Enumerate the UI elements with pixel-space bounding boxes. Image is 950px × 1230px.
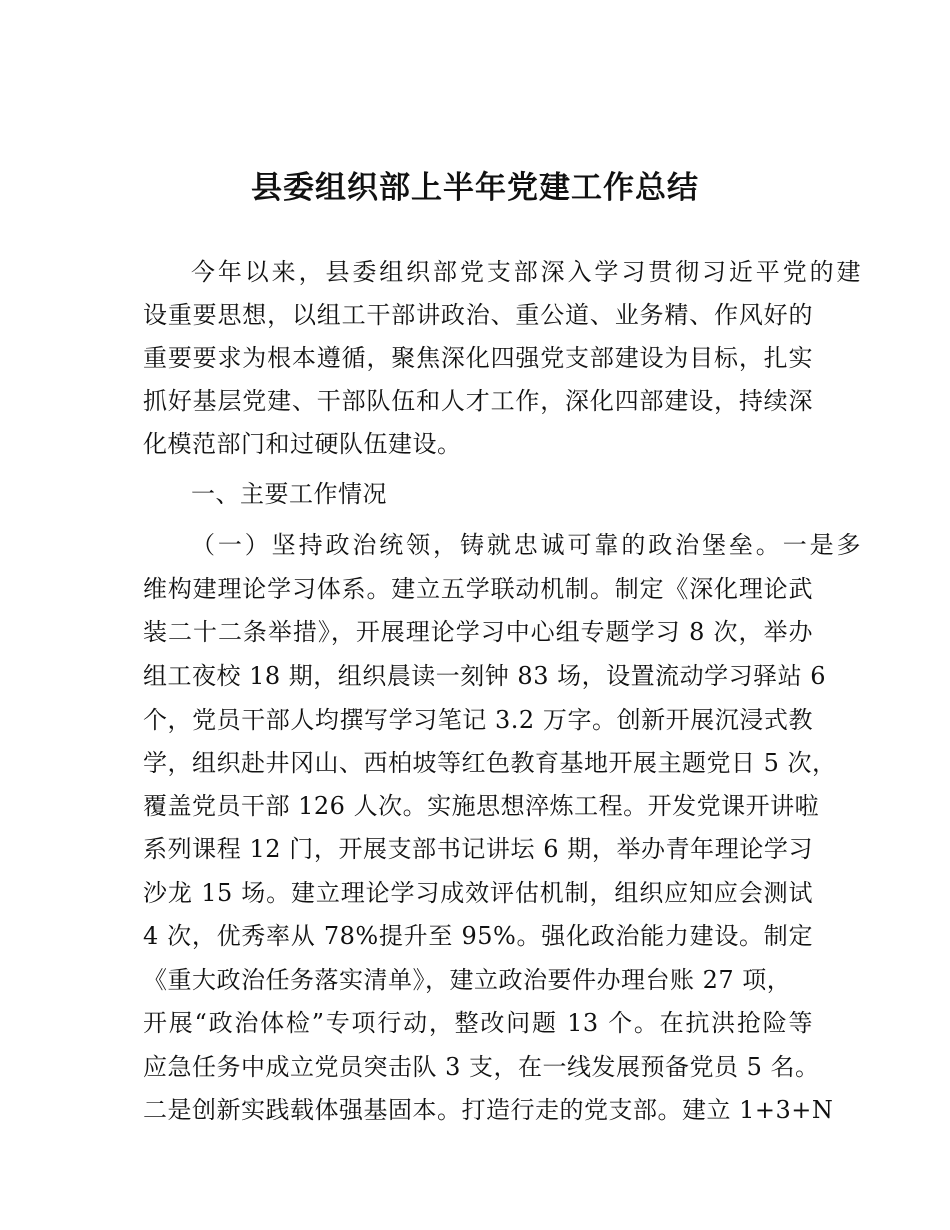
paragraph-line: 设重要思想，以组工干部讲政治、重公道、业务精、作风好的: [143, 301, 813, 329]
paragraph-line: 覆盖党员干部 126 人次。实施思想淬炼工程。开发党课开讲啦: [143, 792, 820, 820]
paragraph-line: 应急任务中成立党员突击队 3 支，在一线发展预备党员 5 名。: [143, 1053, 820, 1081]
paragraph-line: 抓好基层党建、干部队伍和人才工作，深化四部建设，持续深: [143, 387, 813, 415]
paragraph-line: 系列课程 12 门，开展支部书记讲坛 6 期，举办青年理论学习: [143, 835, 813, 863]
paragraph-line: （一）坚持政治统领，铸就忠诚可靠的政治堡垒。一是多: [191, 531, 861, 559]
paragraph-line: 个，党员干部人均撰写学习笔记 3.2 万字。创新开展沉浸式教: [143, 706, 813, 734]
paragraph-line: 沙龙 15 场。建立理论学习成效评估机制，组织应知应会测试: [143, 879, 813, 907]
paragraph-line: 组工夜校 18 期，组织晨读一刻钟 83 场，设置流动学习驿站 6: [143, 662, 826, 690]
paragraph-line: 重要要求为根本遵循，聚焦深化四强党支部建设为目标，扎实: [143, 344, 813, 372]
paragraph-line: 《重大政治任务落实清单》，建立政治要件办理台账 27 项，: [143, 966, 792, 994]
paragraph-line: 4 次，优秀率从 78%提升至 95%。强化政治能力建设。制定: [143, 922, 813, 950]
paragraph-line: 开展“政治体检”专项行动，整改问题 13 个。在抗洪抢险等: [143, 1009, 813, 1037]
paragraph-line: 二是创新实践载体强基固本。打造行走的党支部。建立 1+3+N: [143, 1096, 834, 1124]
paragraph-line: 化模范部门和过硬队伍建设。: [143, 430, 462, 458]
paragraph-line: 维构建理论学习体系。建立五学联动机制。制定《深化理论武: [143, 575, 813, 603]
page-title: 县委组织部上半年党建工作总结: [251, 170, 699, 206]
section-heading: 一、主要工作情况: [191, 480, 387, 508]
paragraph-line: 今年以来，县委组织部党支部深入学习贯彻习近平党的建: [191, 258, 861, 286]
paragraph-line: 学，组织赴井冈山、西柏坡等红色教育基地开展主题党日 5 次，: [143, 749, 837, 777]
paragraph-line: 装二十二条举措》，开展理论学习中心组专题学习 8 次，举办: [143, 618, 813, 646]
